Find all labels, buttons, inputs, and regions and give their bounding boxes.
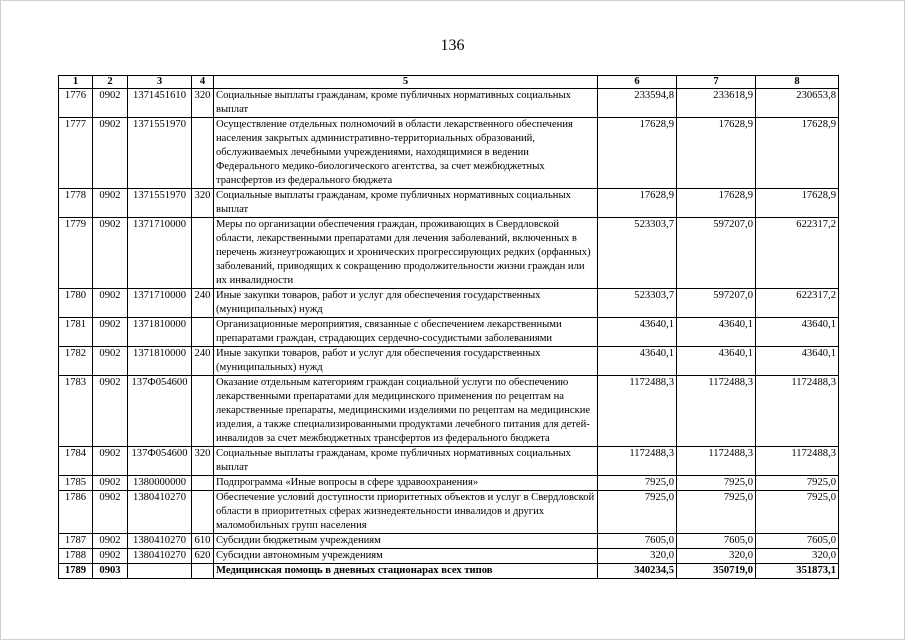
description-cell: Организационные мероприятия, связанные с обеспечением лекарственными препаратами граждан, страдающих сердечно-сосудистыми заболеваниями [214,318,598,347]
row-number-cell: 1788 [59,549,93,564]
amount-year2-cell: 233618,9 [677,89,756,118]
amount-year3-cell: 43640,1 [756,347,839,376]
expense-type-cell: 610 [192,534,214,549]
header-cell: 1 [59,76,93,89]
table-row [59,289,839,318]
expense-type-cell: 240 [192,347,214,376]
section-code-cell: 0902 [93,189,128,218]
target-article-cell: 1371551970 [128,118,192,189]
row-number-cell: 1776 [59,89,93,118]
section-code-cell: 0902 [93,218,128,289]
amount-year1-cell: 1172488,3 [598,376,677,447]
target-article-cell: 1371451610 [128,89,192,118]
amount-year2-cell: 7925,0 [677,491,756,534]
amount-year2-cell: 1172488,3 [677,447,756,476]
table-row [59,376,839,447]
description-cell: Социальные выплаты гражданам, кроме публичных нормативных социальных выплат [214,189,598,218]
section-code-cell: 0902 [93,289,128,318]
description-cell: Иные закупки товаров, работ и услуг для обеспечения государственных (муниципальных) нужд [214,347,598,376]
expense-type-cell [192,218,214,289]
target-article-cell: 1371551970 [128,189,192,218]
row-number-cell: 1783 [59,376,93,447]
section-code-cell: 0902 [93,347,128,376]
table-row [59,118,839,189]
amount-year3-cell: 230653,8 [756,89,839,118]
amount-year3-cell: 17628,9 [756,189,839,218]
amount-year2-cell: 320,0 [677,549,756,564]
amount-year3-cell: 622317,2 [756,218,839,289]
row-number-cell: 1778 [59,189,93,218]
header-cell: 3 [128,76,192,89]
expense-type-cell [192,564,214,579]
table-row [59,534,839,549]
amount-year2-cell: 43640,1 [677,318,756,347]
amount-year2-cell: 597207,0 [677,289,756,318]
amount-year1-cell: 7925,0 [598,476,677,491]
expense-type-cell [192,476,214,491]
expense-type-cell [192,118,214,189]
amount-year1-cell: 7925,0 [598,491,677,534]
description-cell: Осуществление отдельных полномочий в области лекарственного обеспечения населения закрытых административно-территориальных образований, обслуживаемых лечебными учреждениями, находящимися в ведении Федерального медико-биологического агентства, за счет межбюджетных трансфертов из федерального бюджета [214,118,598,189]
amount-year3-cell: 320,0 [756,549,839,564]
budget-table [58,75,839,579]
table-row [59,189,839,218]
row-number-cell: 1779 [59,218,93,289]
amount-year1-cell: 17628,9 [598,189,677,218]
row-number-cell: 1780 [59,289,93,318]
expense-type-cell: 240 [192,289,214,318]
target-article-cell: 137Ф054600 [128,376,192,447]
amount-year1-cell: 43640,1 [598,318,677,347]
amount-year1-cell: 523303,7 [598,218,677,289]
amount-year3-cell: 1172488,3 [756,376,839,447]
amount-year3-cell: 622317,2 [756,289,839,318]
amount-year2-cell: 597207,0 [677,218,756,289]
description-cell: Оказание отдельным категориям граждан социальной услуги по обеспечению лекарственными препаратами для медицинского применения по рецептам на лекарственные препараты, медицинскими изделиями по рецептам на медицинские изделия, а также специализированными продуктами лечебного питания для детей-инвалидов за счет межбюджетных трансфертов из федерального бюджета [214,376,598,447]
description-cell: Социальные выплаты гражданам, кроме публичных нормативных социальных выплат [214,447,598,476]
table-row [59,218,839,289]
target-article-cell: 1380000000 [128,476,192,491]
section-code-cell: 0902 [93,491,128,534]
header-cell: 2 [93,76,128,89]
row-number-cell: 1789 [59,564,93,579]
table-row [59,89,839,118]
description-cell: Субсидии бюджетным учреждениям [214,534,598,549]
row-number-cell: 1786 [59,491,93,534]
amount-year1-cell: 7605,0 [598,534,677,549]
row-number-cell: 1785 [59,476,93,491]
header-cell: 5 [214,76,598,89]
target-article-cell: 1371710000 [128,289,192,318]
amount-year3-cell: 7925,0 [756,491,839,534]
amount-year1-cell: 320,0 [598,549,677,564]
section-code-cell: 0902 [93,376,128,447]
page-number: 136 [440,37,465,54]
amount-year3-cell: 43640,1 [756,318,839,347]
expense-type-cell: 320 [192,189,214,218]
table-row [59,347,839,376]
header-cell: 7 [677,76,756,89]
description-cell: Иные закупки товаров, работ и услуг для обеспечения государственных (муниципальных) нужд [214,289,598,318]
amount-year1-cell: 43640,1 [598,347,677,376]
amount-year3-cell: 351873,1 [756,564,839,579]
amount-year3-cell: 7925,0 [756,476,839,491]
target-article-cell: 1371810000 [128,318,192,347]
amount-year3-cell: 1172488,3 [756,447,839,476]
amount-year2-cell: 350719,0 [677,564,756,579]
section-code-cell: 0902 [93,89,128,118]
header-cell: 8 [756,76,839,89]
target-article-cell: 137Ф054600 [128,447,192,476]
expense-type-cell: 320 [192,89,214,118]
amount-year2-cell: 1172488,3 [677,376,756,447]
expense-type-cell [192,376,214,447]
row-number-cell: 1782 [59,347,93,376]
section-code-cell: 0902 [93,318,128,347]
table-row [59,447,839,476]
table-row [59,318,839,347]
table-row [59,491,839,534]
amount-year1-cell: 523303,7 [598,289,677,318]
expense-type-cell: 620 [192,549,214,564]
expense-type-cell [192,318,214,347]
table-row [59,564,839,579]
section-code-cell: 0902 [93,534,128,549]
row-number-cell: 1784 [59,447,93,476]
target-article-cell: 1371710000 [128,218,192,289]
expense-type-cell [192,491,214,534]
row-number-cell: 1781 [59,318,93,347]
amount-year3-cell: 17628,9 [756,118,839,189]
row-number-cell: 1787 [59,534,93,549]
section-code-cell: 0903 [93,564,128,579]
amount-year1-cell: 340234,5 [598,564,677,579]
table-row [59,549,839,564]
amount-year3-cell: 7605,0 [756,534,839,549]
amount-year2-cell: 17628,9 [677,118,756,189]
target-article-cell [128,564,192,579]
header-cell: 6 [598,76,677,89]
amount-year1-cell: 233594,8 [598,89,677,118]
description-cell: Медицинская помощь в дневных стационарах всех типов [214,564,598,579]
section-code-cell: 0902 [93,118,128,189]
expense-type-cell: 320 [192,447,214,476]
amount-year2-cell: 7925,0 [677,476,756,491]
target-article-cell: 1380410270 [128,549,192,564]
description-cell: Подпрограмма «Иные вопросы в сфере здравоохранения» [214,476,598,491]
target-article-cell: 1380410270 [128,534,192,549]
description-cell: Меры по организации обеспечения граждан, проживающих в Свердловской области, лекарственными препаратами для лечения заболеваний, включенных в перечень жизнеугрожающих и хронических прогрессирующих редких (орфанных) заболеваний, приводящих к сокращению продолжительности жизни граждан или их инвалидности [214,218,598,289]
section-code-cell: 0902 [93,447,128,476]
description-cell: Обеспечение условий доступности приоритетных объектов и услуг в Свердловской области в приоритетных сферах жизнедеятельности инвалидов и других маломобильных групп населения [214,491,598,534]
target-article-cell: 1380410270 [128,491,192,534]
header-row [59,76,839,89]
description-cell: Социальные выплаты гражданам, кроме публичных нормативных социальных выплат [214,89,598,118]
section-code-cell: 0902 [93,549,128,564]
table-row [59,476,839,491]
target-article-cell: 1371810000 [128,347,192,376]
section-code-cell: 0902 [93,476,128,491]
header-cell: 4 [192,76,214,89]
description-cell: Субсидии автономным учреждениям [214,549,598,564]
row-number-cell: 1777 [59,118,93,189]
amount-year2-cell: 17628,9 [677,189,756,218]
amount-year2-cell: 43640,1 [677,347,756,376]
amount-year1-cell: 17628,9 [598,118,677,189]
amount-year1-cell: 1172488,3 [598,447,677,476]
amount-year2-cell: 7605,0 [677,534,756,549]
